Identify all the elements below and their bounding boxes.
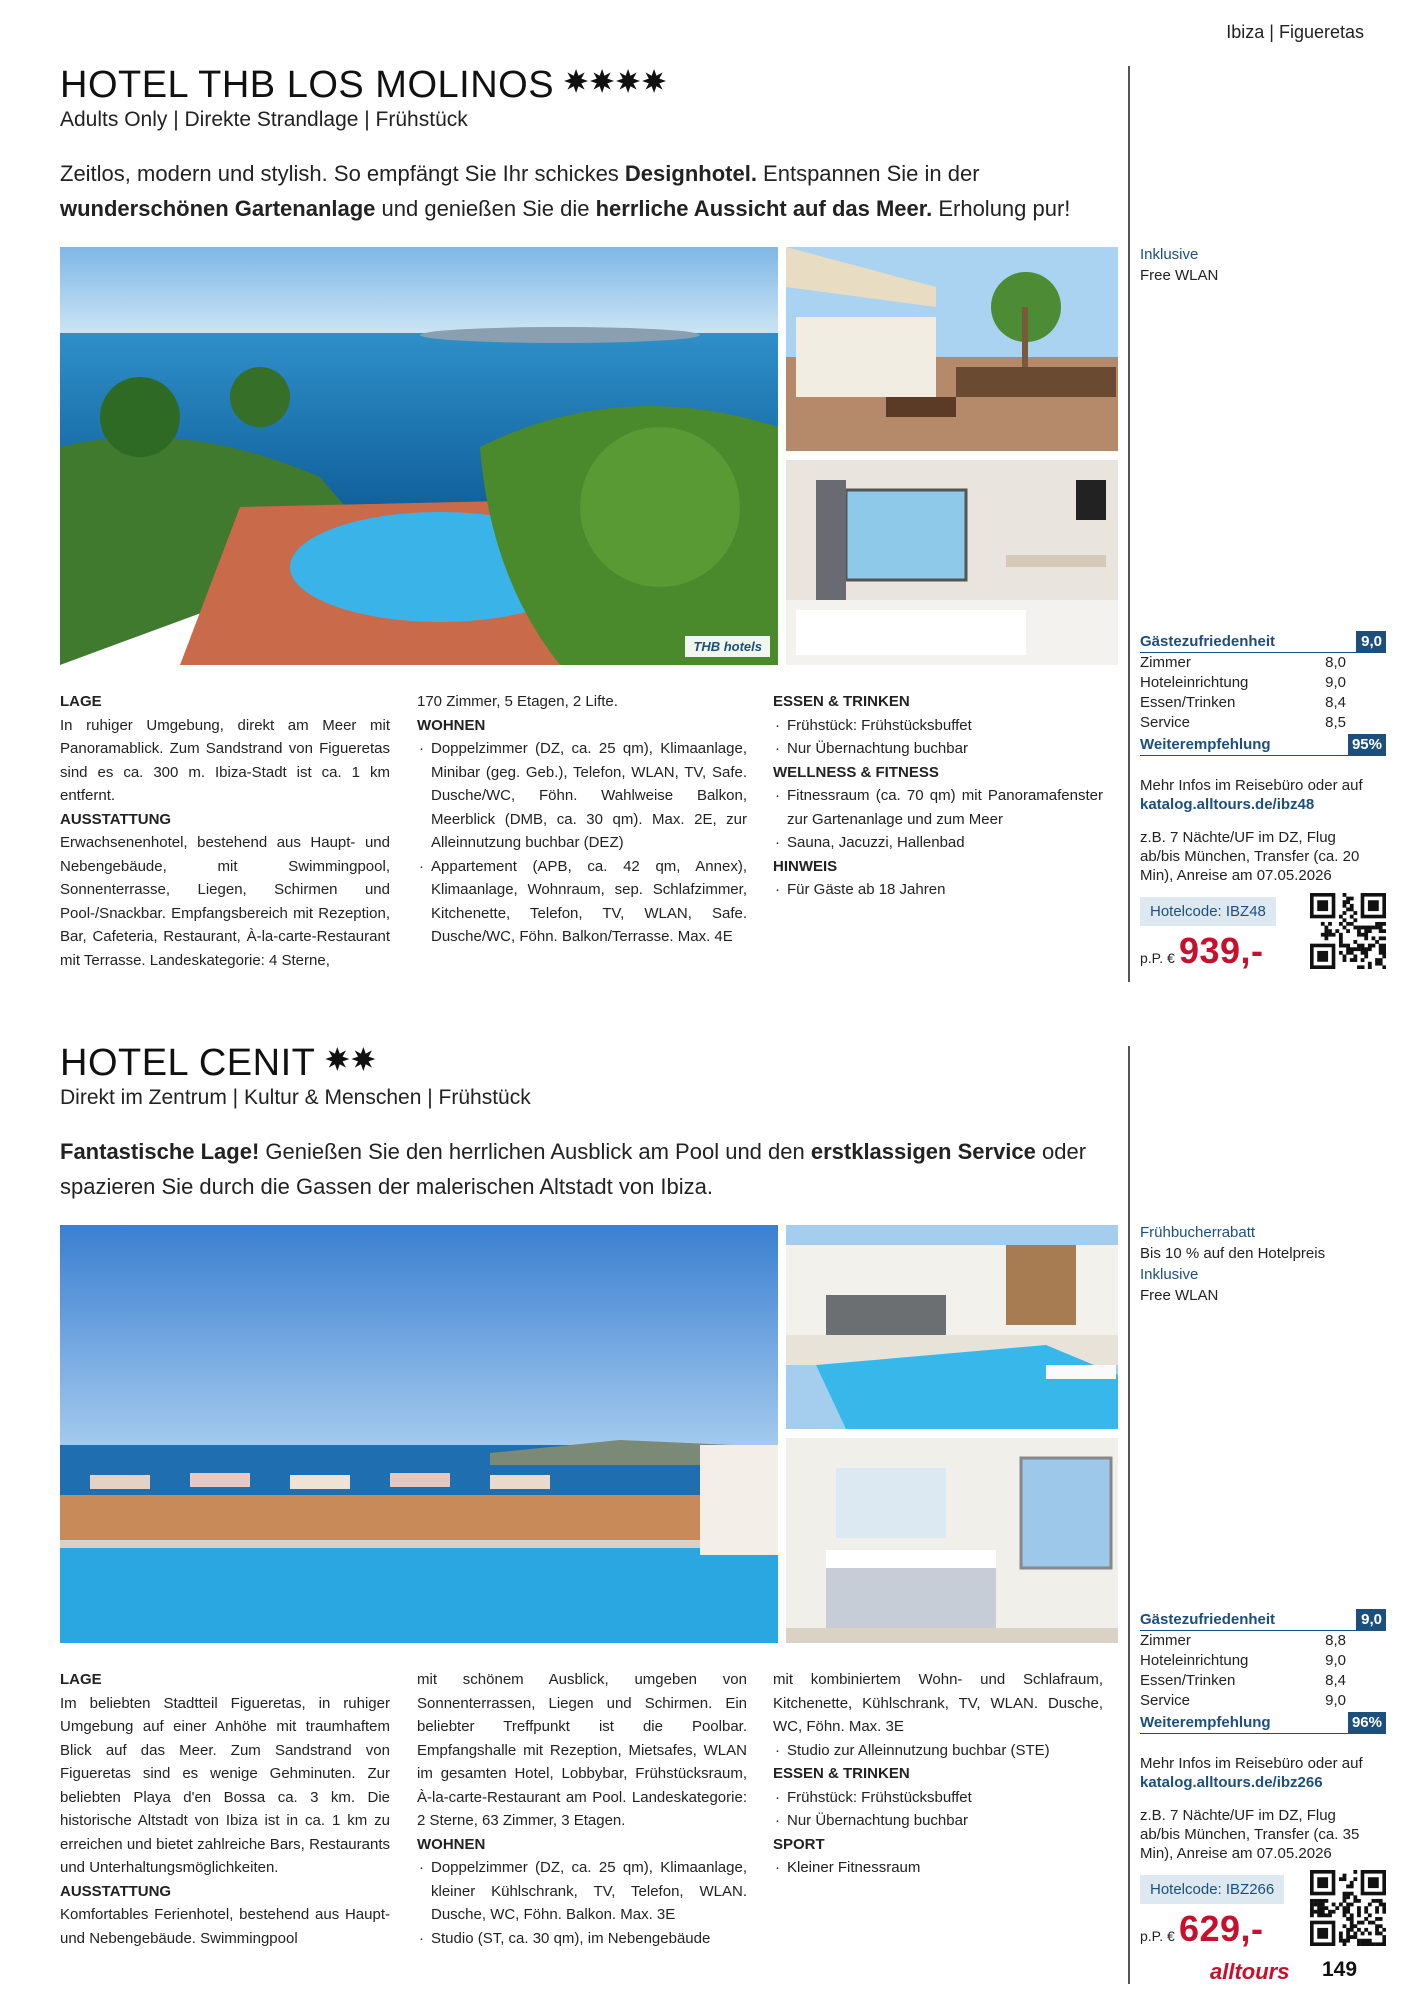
side-text: Bis 10 % auf den Hotelpreis xyxy=(1140,1245,1326,1262)
hotel-2-col-1 xyxy=(60,1668,390,1950)
hotelcode-badge: Hotelcode: IBZ266 xyxy=(1140,1875,1284,1904)
intro-segment: Erholung pur! xyxy=(932,196,1071,221)
hotel-2-title-block xyxy=(60,1038,1414,1238)
intro-segment: oder spazieren Sie durch die Gassen der malerischen Altstadt von Ibiza. xyxy=(60,1139,1087,1199)
hotel-subtitle: Adults Only | Direkte Strandlage | Frühstück xyxy=(60,108,468,131)
hotel-title: HOTEL CENIT xyxy=(60,1038,377,1085)
rating-row-value: 9,0 xyxy=(1325,674,1346,691)
trip-note: z.B. 7 Nächte/UF im DZ, Flug ab/bis München, Transfer (ca. 20 Min), Anreise am 07.05.2026 xyxy=(1140,829,1360,884)
hotel-1-title-block xyxy=(60,60,1414,260)
paragraph: In ruhiger Umgebung, direkt am Meer mit Panoramablick. Zum Sandstrand von Figueretas sind es ca. 300 m. Ibiza-Stadt ist ca. 1 km entfernt. xyxy=(60,716,390,804)
rating-row-label: Hoteleinrichtung xyxy=(1140,1652,1249,1669)
hotel-2-col-2 xyxy=(417,1668,747,1950)
list-item: · Sauna, Jacuzzi, Hallenbad xyxy=(773,831,1103,855)
section-heading: AUSSTATTUNG xyxy=(60,1882,172,1900)
list-item: · Studio (ST, ca. 30 qm), im Nebengebäude xyxy=(417,1927,747,1951)
rating-header xyxy=(1140,630,1386,653)
info-link[interactable]: katalog.alltours.de/ibz48 xyxy=(1140,796,1315,813)
section-heading: LAGE xyxy=(60,1671,102,1688)
rating-row xyxy=(1140,1671,1346,1691)
intro-segment: erstklassigen Service xyxy=(810,1139,1036,1164)
list-item: · Frühstück: Frühstücksbuffet xyxy=(773,714,1103,738)
region-label: Ibiza | Figueretas xyxy=(1226,22,1364,42)
recommend-label: Weiterempfehlung xyxy=(1140,1713,1271,1731)
price-label: p.P. € xyxy=(1140,1928,1175,1944)
price-label: p.P. € xyxy=(1140,950,1175,966)
alltours-logo: alltours xyxy=(1210,1959,1290,1984)
list-item: · Studio zur Alleinnutzung buchbar (STE) xyxy=(773,1739,1103,1763)
hotel-2-main-photo xyxy=(60,1225,778,1643)
star-icon xyxy=(564,69,588,93)
rating-row-label: Hoteleinrichtung xyxy=(1140,674,1249,691)
star-icon xyxy=(616,69,640,93)
recommend-row xyxy=(1140,1711,1386,1734)
thb-hotels-logo: THB hotels xyxy=(685,636,770,657)
intro-segment: Entspannen Sie in der xyxy=(756,161,980,186)
rating-row-label: Service xyxy=(1140,1692,1191,1709)
paragraph: mit schönem Ausblick, umgeben von Sonnenterrassen, Liegen und Schirmen. Ein beliebter Treffpunkt ist die Poolbar. Empfangshalle mit Rezeption, Mietsafes, WLAN im gesamten Hotel, Lobbybar, Frühstücksraum, À-la-carte-Restaurant am Pool. Landeskategorie: 2 Sterne, 63 Zimmer, 3 Etagen. xyxy=(417,1671,747,1829)
rating-row-label: Essen/Trinken xyxy=(1140,694,1236,711)
paragraph: Im beliebten Stadtteil Figueretas, in ruhiger Umgebung auf einer Anhöhe mit traumhaftem Blick auf das Meer. Zum Sandstrand von Figueretas sind es wenige Gehminuten. Zur beliebten Playa d'en Bossa ca. 3 km. Die historische Altstadt von Ibiza ist in ca. 1 km zu erreichen und bietet zahlreiche Bars, Restaurants und Unterhaltungsmöglichkeiten. xyxy=(60,1694,390,1876)
rating-row-value: 9,0 xyxy=(1325,1652,1346,1669)
rating-score: 9,0 xyxy=(1356,1609,1386,1630)
info-text: Mehr Infos im Reisebüro oder auf xyxy=(1140,777,1363,794)
hotel-subtitle: Direkt im Zentrum | Kultur & Menschen | Frühstück xyxy=(60,1086,531,1109)
qr-code-icon[interactable] xyxy=(1310,1870,1386,1946)
paragraph: mit kombiniertem Wohn- und Schlafraum, Kitchenette, Kühlschrank, TV, WLAN. Dusche, WC, Föhn. Max. 3E xyxy=(773,1671,1103,1735)
rating-row-value: 8,5 xyxy=(1325,714,1346,731)
rating-row xyxy=(1140,1691,1346,1711)
hotel-1-col-3 xyxy=(773,690,1103,902)
side-text: Free WLAN xyxy=(1140,1287,1219,1304)
hotel-1-col-2 xyxy=(417,690,747,949)
page-number: 149 xyxy=(1322,1958,1358,1981)
rating-rows xyxy=(1140,1631,1386,1711)
section-heading: ESSEN & TRINKEN xyxy=(773,693,910,710)
hotel-title: HOTEL THB LOS MOLINOS xyxy=(60,60,668,107)
intro-segment: herrliche Aussicht auf das Meer. xyxy=(595,196,933,221)
rating-row xyxy=(1140,693,1346,713)
list-item: · Fitnessraum (ca. 70 qm) mit Panoramafenster zur Gartenanlage und zum Meer xyxy=(773,784,1103,831)
list-item: · Nur Übernachtung buchbar xyxy=(773,1809,1103,1833)
rating-row-value: 8,8 xyxy=(1325,1632,1346,1649)
recommend-value: 95% xyxy=(1348,734,1386,755)
hotel-intro xyxy=(60,156,1100,226)
star-icon xyxy=(351,1047,375,1071)
star-icon xyxy=(642,69,666,93)
star-rating xyxy=(564,60,668,103)
hotel-2-room-photo xyxy=(786,1438,1118,1643)
info-block xyxy=(1140,776,1386,814)
hotel-2-pool-photo xyxy=(786,1225,1118,1429)
rating-score: 9,0 xyxy=(1356,631,1386,652)
section-heading: WELLNESS & FITNESS xyxy=(773,763,939,781)
hotel-1-terrace-photo xyxy=(786,247,1118,451)
list-item: · Frühstück: Frühstücksbuffet xyxy=(773,1786,1103,1810)
side-text: Free WLAN xyxy=(1140,267,1219,284)
section-heading: SPORT xyxy=(773,1835,825,1853)
section-heading: WOHNEN xyxy=(417,716,486,734)
section-heading: AUSSTATTUNG xyxy=(60,810,172,828)
hotelcode-badge: Hotelcode: IBZ48 xyxy=(1140,897,1276,926)
hotel-1-col-1 xyxy=(60,690,390,972)
paragraph: Komfortables Ferienhotel, bestehend aus Haupt- und Nebengebäude. Swimmingpool xyxy=(60,1906,390,1947)
intro-segment: wunderschönen Gartenanlage xyxy=(60,196,376,221)
price-value: 939,- xyxy=(1178,930,1264,971)
info-text: Mehr Infos im Reisebüro oder auf xyxy=(1140,1755,1363,1772)
side-heading: Inklusive xyxy=(1140,1266,1199,1283)
rating-row-value: 8,4 xyxy=(1325,694,1346,711)
section-heading: HINWEIS xyxy=(773,857,838,875)
star-rating xyxy=(325,1038,377,1081)
intro-segment: und genießen Sie die xyxy=(375,196,596,221)
qr-code-icon[interactable] xyxy=(1310,893,1386,969)
rating-row xyxy=(1140,653,1346,673)
rating-row-label: Zimmer xyxy=(1140,654,1191,671)
list-item: · Appartement (APB, ca. 42 qm, Annex), Klimaanlage, Wohnraum, sep. Schlafzimmer, Kitchenette, Telefon, TV, WLAN, Safe. Dusche/WC, Föhn. Balkon/Terrasse. Max. 4E xyxy=(417,855,747,949)
rating-row-label: Essen/Trinken xyxy=(1140,1672,1236,1689)
paragraph: Erwachsenenhotel, bestehend aus Haupt- und Nebengebäude, mit Swimmingpool, Sonnenterrasse, Liegen, Schirmen und Pool-/Snackbar. Empfangsbereich mit Rezeption, Bar, Cafeteria, Restaurant, À-la-carte-Restaurant mit Terrasse. Landeskategorie: 4 Sterne, xyxy=(60,834,390,969)
list-item: · Nur Übernachtung buchbar xyxy=(773,737,1103,761)
recommend-label: Weiterempfehlung xyxy=(1140,735,1271,753)
hotel-1-room-photo xyxy=(786,460,1118,665)
rating-label: Gästezufriedenheit xyxy=(1140,632,1276,650)
rating-row-value: 8,0 xyxy=(1325,654,1346,671)
recommend-row xyxy=(1140,733,1386,756)
side-heading: Inklusive xyxy=(1140,246,1199,263)
rating-row-value: 9,0 xyxy=(1325,1692,1346,1709)
rating-rows xyxy=(1140,653,1386,733)
list-item: · Doppelzimmer (DZ, ca. 25 qm), Klimaanlage, Minibar (geg. Geb.), Telefon, WLAN, TV, Safe. Dusche/WC, Föhn. Wahlweise Balkon, Meerblick (DMB, ca. 30 qm). Max. 2E, zur Alleinnutzung buchbar (DEZ) xyxy=(417,737,747,855)
rating-row xyxy=(1140,713,1346,733)
paragraph: 170 Zimmer, 5 Etagen, 2 Lifte. xyxy=(417,693,618,710)
rating-row-value: 8,4 xyxy=(1325,1672,1346,1689)
hotel-1-main-photo xyxy=(60,247,778,665)
hotel-2-side-top xyxy=(1140,1222,1386,1306)
info-link[interactable]: katalog.alltours.de/ibz266 xyxy=(1140,1774,1323,1791)
star-icon xyxy=(590,69,614,93)
star-icon xyxy=(325,1047,349,1071)
rating-row-label: Service xyxy=(1140,714,1191,731)
price-value: 629,- xyxy=(1178,1908,1264,1949)
intro-segment: Fantastische Lage! xyxy=(60,1139,260,1164)
rating-row-label: Zimmer xyxy=(1140,1632,1191,1649)
rating-label: Gästezufriedenheit xyxy=(1140,1610,1276,1628)
rating-row xyxy=(1140,1631,1346,1651)
section-heading: LAGE xyxy=(60,693,102,710)
rating-header xyxy=(1140,1608,1386,1631)
recommend-value: 96% xyxy=(1348,1712,1386,1733)
side-heading: Frühbucherrabatt xyxy=(1140,1224,1256,1241)
section-heading: WOHNEN xyxy=(417,1835,486,1853)
info-block xyxy=(1140,1754,1386,1792)
intro-segment: Genießen Sie den herrlichen Ausblick am Pool und den xyxy=(259,1139,811,1164)
list-item: · Doppelzimmer (DZ, ca. 25 qm), Klimaanlage, kleiner Kühlschrank, TV, Telefon, WLAN. Dusche, WC, Föhn. Balkon. Max. 3E xyxy=(417,1856,747,1927)
list-item: · Für Gäste ab 18 Jahren xyxy=(773,878,1103,902)
hotel-intro xyxy=(60,1134,1100,1204)
intro-segment: Designhotel. xyxy=(624,161,757,186)
list-item: · Kleiner Fitnessraum xyxy=(773,1856,1103,1880)
rating-row xyxy=(1140,1651,1346,1671)
intro-segment: Zeitlos, modern und stylish. So empfängt Sie Ihr schickes xyxy=(60,161,625,186)
section-heading: ESSEN & TRINKEN xyxy=(773,1765,910,1782)
rating-row xyxy=(1140,673,1346,693)
trip-note: z.B. 7 Nächte/UF im DZ, Flug ab/bis München, Transfer (ca. 35 Min), Anreise am 07.05.2026 xyxy=(1140,1807,1360,1862)
hotel-1-side-top xyxy=(1140,244,1386,286)
hotel-2-col-3 xyxy=(773,1668,1103,1880)
